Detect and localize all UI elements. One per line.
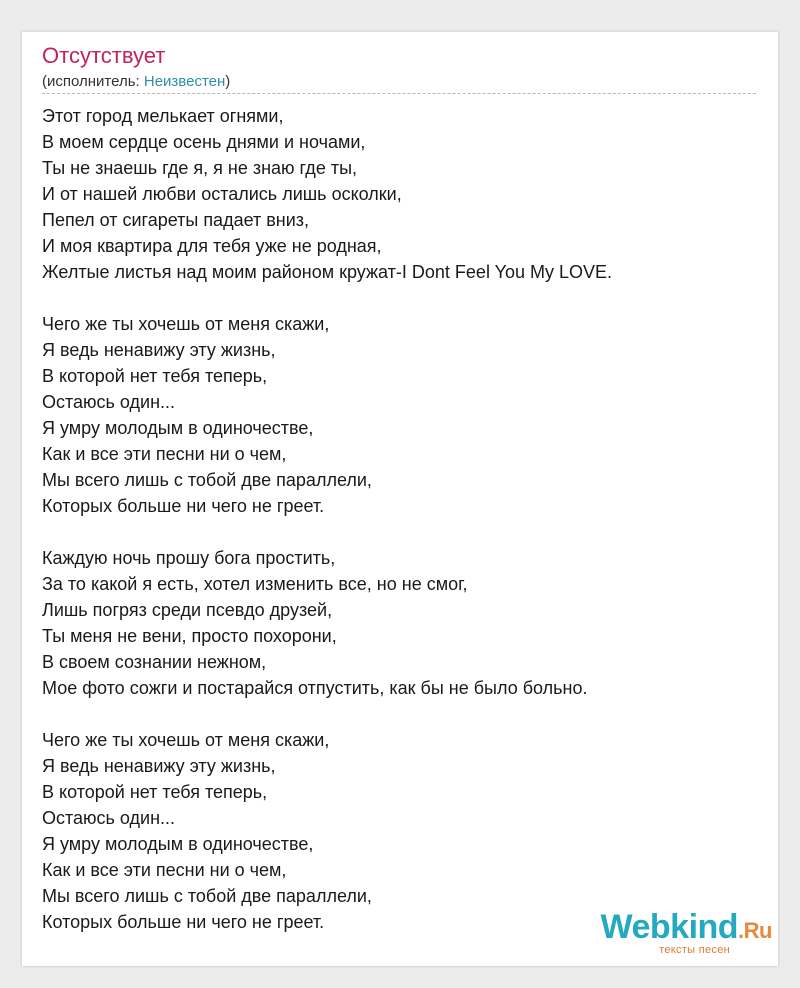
lyric-line: Чего же ты хочешь от меня скажи, xyxy=(42,730,330,750)
stanza-3 xyxy=(42,545,762,701)
lyric-line: Остаюсь один... xyxy=(42,808,176,828)
lyric-line: Лишь погряз среди псевдо друзей, xyxy=(42,600,333,620)
lyric-line: И от нашей любви остались лишь осколки, xyxy=(42,184,402,204)
lyric-line: Чего же ты хочешь от меня скажи, xyxy=(42,314,330,334)
stanza-1 xyxy=(42,103,762,285)
lyric-line: В которой нет тебя теперь, xyxy=(42,366,268,386)
title-divider xyxy=(42,93,756,94)
lyric-line: За то какой я есть, хотел изменить все, но не смог, xyxy=(42,574,468,594)
artist-prefix: (исполнитель: xyxy=(42,73,144,90)
lyric-line: Я ведь ненавижу эту жизнь, xyxy=(42,756,276,776)
lyric-line: Мы всего лишь с тобой две параллели, xyxy=(42,886,372,906)
webkind-logo[interactable] xyxy=(601,909,773,956)
artist-suffix: ) xyxy=(225,73,231,90)
lyric-line: Этот город мелькает огнями, xyxy=(42,106,284,126)
lyric-line: Мое фото сожги и постарайся отпустить, как бы не было больно. xyxy=(42,678,588,698)
lyric-line: Как и все эти песни ни о чем, xyxy=(42,860,287,880)
logo-tld: .Ru xyxy=(738,918,772,943)
lyric-line: Которых больше ни чего не греет. xyxy=(42,496,325,516)
lyric-line: В моем сердце осень днями и ночами, xyxy=(42,132,366,152)
lyric-line: Ты не знаешь где я, я не знаю где ты, xyxy=(42,158,358,178)
lyric-line: Как и все эти песни ни о чем, xyxy=(42,444,287,464)
lyric-line: В которой нет тебя теперь, xyxy=(42,782,268,802)
lyric-line: И моя квартира для тебя уже не родная, xyxy=(42,236,382,256)
lyrics-card xyxy=(22,32,778,966)
lyric-line: Я ведь ненавижу эту жизнь, xyxy=(42,340,276,360)
stanza-2 xyxy=(42,311,762,519)
lyric-line: Желтые листья над моим районом кружат-I Dont Feel You My LOVE. xyxy=(42,262,613,282)
lyric-line: В своем сознании нежном, xyxy=(42,652,267,672)
artist-link[interactable]: Неизвестен xyxy=(143,73,226,90)
lyric-line: Я умру молодым в одиночестве, xyxy=(42,418,314,438)
artist-line xyxy=(42,72,230,92)
lyric-line: Мы всего лишь с тобой две параллели, xyxy=(42,470,372,490)
stanza-4 xyxy=(42,727,762,935)
lyric-line: Каждую ночь прошу бога простить, xyxy=(42,548,336,568)
logo-name: Webkind xyxy=(600,908,739,946)
song-title: Отсутствует xyxy=(42,43,166,68)
lyric-line: Остаюсь один... xyxy=(42,392,176,412)
lyric-line: Пепел от сигареты падает вниз, xyxy=(42,210,310,230)
lyric-line: Я умру молодым в одиночестве, xyxy=(42,834,314,854)
lyric-line: Ты меня не вени, просто похорони, xyxy=(42,626,337,646)
lyrics-body xyxy=(42,103,762,961)
logo-wordmark xyxy=(601,909,773,949)
logo-tagline: тексты песен xyxy=(659,944,730,956)
lyric-line: Которых больше ни чего не греет. xyxy=(42,912,325,932)
